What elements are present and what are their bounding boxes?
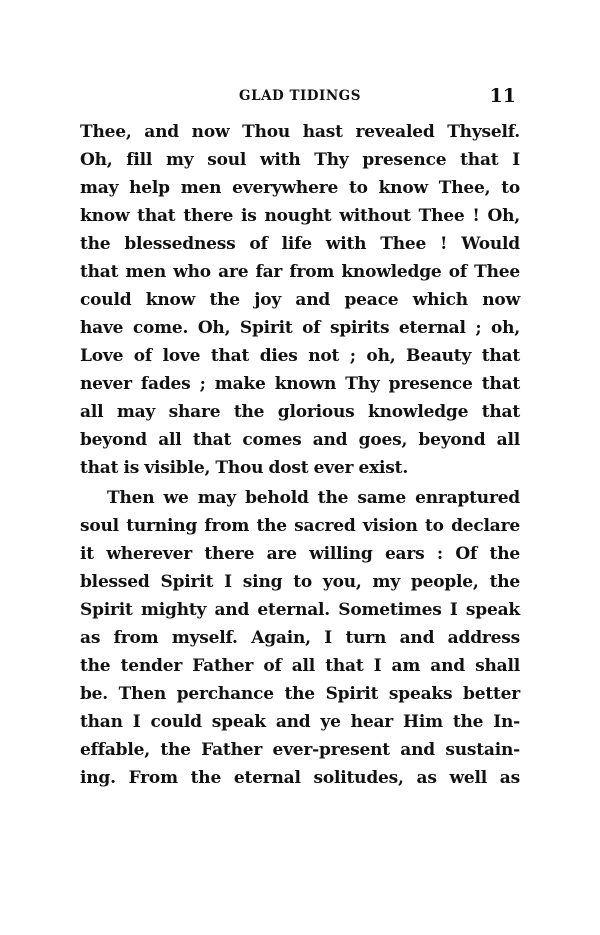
text-line: Oh, fill my soul with Thy presence that I [80, 150, 520, 170]
text-line: could know the joy and peace which now [80, 290, 520, 310]
text-line: it wherever there are willing ears : Of the [80, 544, 520, 564]
text-line: be. Then perchance the Spirit speaks better [80, 684, 520, 704]
text-line: beyond all that comes and goes, beyond all [80, 430, 520, 450]
text-line: that is visible, Thou dost ever exist. [80, 458, 409, 478]
text-line: Spirit mighty and eternal. Sometimes I speak [80, 600, 520, 620]
text-line: all may share the glorious knowledge that [80, 402, 520, 422]
text-line: know that there is nought without Thee ! Oh, [80, 206, 520, 226]
paragraph [80, 118, 520, 482]
text-line: ing. From the eternal solitudes, as well as [80, 768, 520, 788]
text-line: never fades ; make known Thy presence that [80, 374, 520, 394]
text-line: effable, the Father ever-present and sustain- [80, 740, 520, 760]
text-line: Then we may behold the same enraptured [107, 488, 520, 508]
text-line: the blessedness of life with Thee ! Would [80, 234, 520, 254]
text-line: the tender Father of all that I am and shall [80, 656, 520, 676]
text-line: soul turning from the sacred vision to declare [80, 516, 520, 536]
text-line: blessed Spirit I sing to you, my people, the [80, 572, 520, 592]
text-line: have come. Oh, Spirit of spirits eternal ; oh, [80, 318, 520, 338]
running-head [80, 84, 520, 108]
text-line: may help men everywhere to know Thee, to [80, 178, 520, 198]
body-text [80, 118, 520, 792]
running-title: GLAD TIDINGS [239, 88, 361, 104]
text-line: Love of love that dies not ; oh, Beauty that [80, 346, 520, 366]
text-line: Thee, and now Thou hast revealed Thyself. [80, 122, 520, 142]
paragraph [80, 484, 520, 792]
text-line: than I could speak and ye hear Him the In- [80, 712, 520, 732]
page-number: 11 [489, 85, 516, 107]
text-line: that men who are far from knowledge of Thee [80, 262, 520, 282]
text-line: as from myself. Again, I turn and address [80, 628, 520, 648]
